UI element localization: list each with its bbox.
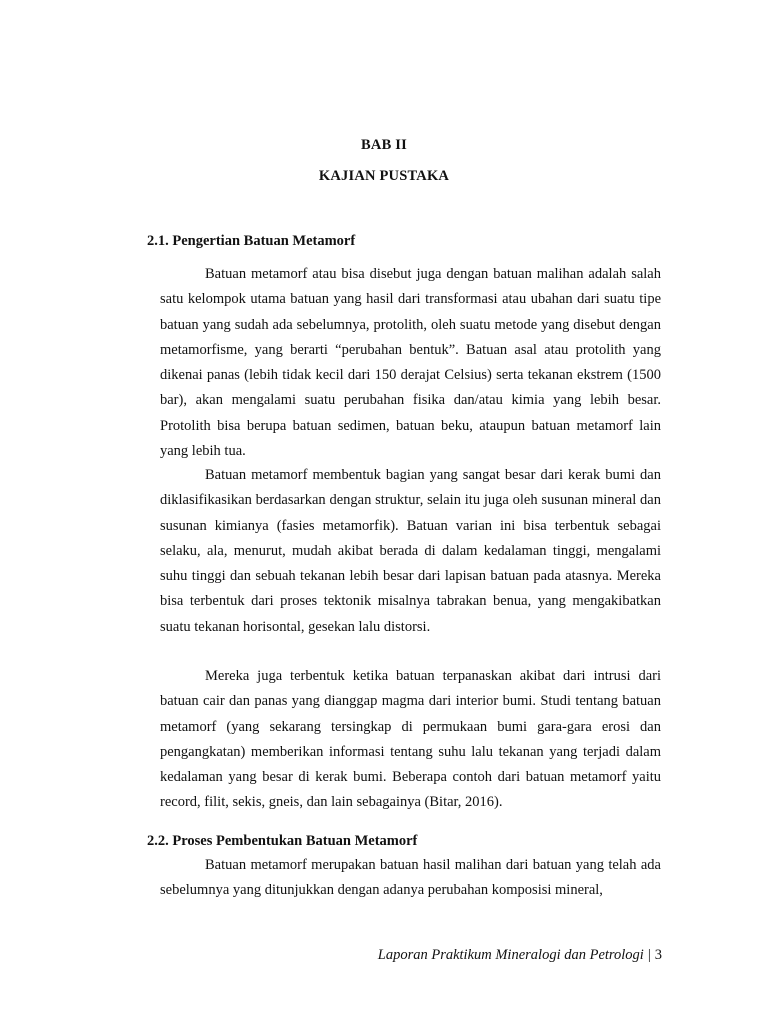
paragraph: Batuan metamorf membentuk bagian yang sangat besar dari kerak bumi dan diklasifikasikan berdasarkan dengan struktur, selain itu juga oleh susunan mineral dan susunan kimianya (fasies metamorfik). Batuan varian ini bisa terbentuk sebagai selaku, ala, menurut, mudah akibat berada di dalam kedalaman tinggi, mengalami suhu tinggi dan sebuah tekanan lebih besar dari lapisan batuan pada atasnya. Mereka bisa terbentuk dari proses tektonik misalnya tabrakan benua, yang mengakibatkan suatu tekanan horisontal, gesekan lalu distorsi. [160,467,661,635]
section-heading-2-1: 2.1. Pengertian Batuan Metamorf [147,233,356,249]
page-number: 3 [654,947,662,963]
footer-separator: | [647,947,651,963]
paragraph: Batuan metamorf merupakan batuan hasil malihan dari batuan yang telah ada sebelumnya yang ditunjukkan dengan adanya perubahan komposisi mineral, [160,857,661,899]
paragraph: Batuan metamorf atau bisa disebut juga dengan batuan malihan adalah salah satu kelompok utama batuan yang hasil dari transformasi atau ubahan dari suatu tipe batuan yang sudah ada sebelumnya, protolith, oleh suatu metode yang disebut dengan metamorfisme, yang berarti “perubahan bentuk”. Batuan asal atau protolith yang dikenai panas (lebih tidak kecil dari 150 derajat Celsius) serta tekanan ekstrem (1500 bar), akan mengalami suatu perubahan fisika dan/atau kimia yang lebih besar. Protolith bisa berupa batuan sedimen, batuan beku, ataupun batuan metamorf lain yang lebih tua. [160,266,661,460]
paragraph: Mereka juga terbentuk ketika batuan terpanaskan akibat dari intrusi dari batuan cair dan panas yang dianggap magma dari interior bumi. Studi tentang batuan metamorf (yang sekarang tersingkap di permukaan bumi gara-gara erosi dan pengangkatan) memberikan informasi tentang suhu lalu tekanan yang terjadi dalam kedalaman yang besar di kerak bumi. Beberapa contoh dari batuan metamorf yaitu record, filit, sekis, gneis, dan lain sebagainya (Bitar, 2016). [160,668,661,811]
chapter-title: KAJIAN PUSTAKA [318,168,450,184]
page-footer [378,947,662,964]
chapter-number: BAB II [361,137,407,153]
section-heading-2-2: 2.2. Proses Pembentukan Batuan Metamorf [147,833,418,849]
footer-title: Laporan Praktikum Mineralogi dan Petrologi [377,947,644,963]
